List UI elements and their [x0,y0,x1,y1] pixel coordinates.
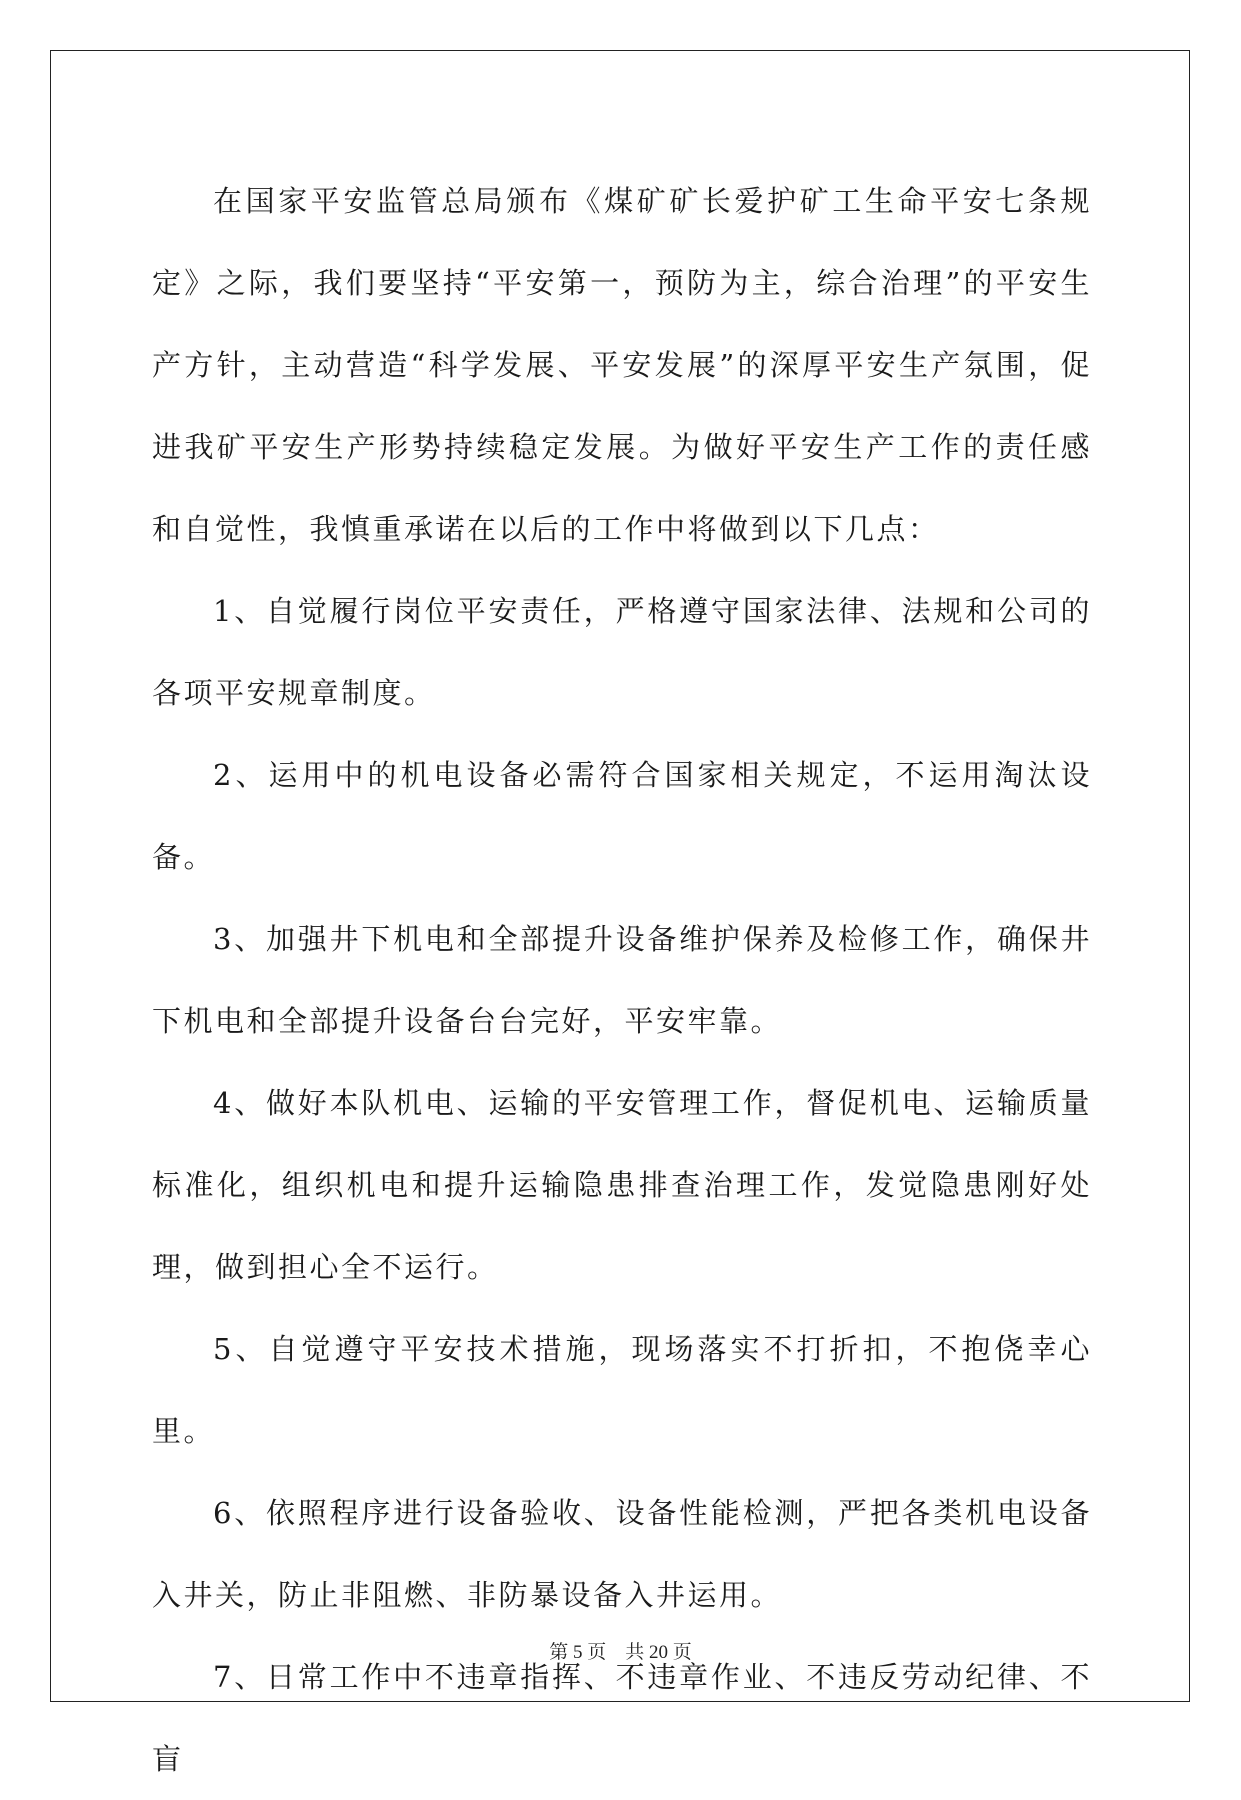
footer-separator [606,1642,625,1663]
paragraph-intro: 在国家平安监管总局颁布《煤矿矿长爱护矿工生命平安七条规定》之际，我们要坚持“平安第一，预防为主，综合治理”的平安生产方针，主动营造“科学发展、平安发展”的深厚平安生产氛围，促进我矿平安生产形势持续稳定发展。为做好平安生产工作的责任感和自觉性，我慎重承诺在以后的工作中将做到以下几点： [152,184,1092,546]
page-footer [0,1637,1241,1664]
paragraph-item-4: 4、做好本队机电、运输的平安管理工作，督促机电、运输质量标准化，组织机电和提升运输隐患排查治理工作，发觉隐患刚好处理，做到担心全不运行。 [152,1086,1092,1284]
paragraph-item-2: 2、运用中的机电设备必需符合国家相关规定，不运用淘汰设备。 [152,758,1092,874]
paragraph-item-3: 3、加强井下机电和全部提升设备维护保养及检修工作，确保井下机电和全部提升设备台台完好，平安牢靠。 [152,922,1092,1038]
paragraph-item-5: 5、自觉遵守平安技术措施，现场落实不打折扣，不抱侥幸心里。 [152,1332,1092,1448]
document-body [152,160,1092,1800]
paragraph-item-7: 7、日常工作中不违章指挥、不违章作业、不违反劳动纪律、不盲 [152,1660,1092,1776]
paragraph-item-1: 1、自觉履行岗位平安责任，严格遵守国家法律、法规和公司的各项平安规章制度。 [152,594,1092,710]
paragraph-item-6: 6、依照程序进行设备验收、设备性能检测，严把各类机电设备入井关，防止非阻燃、非防暴设备入井运用。 [152,1496,1092,1612]
page-total: 共 20 页 [625,1642,692,1663]
page-number: 第 5 页 [549,1642,607,1663]
